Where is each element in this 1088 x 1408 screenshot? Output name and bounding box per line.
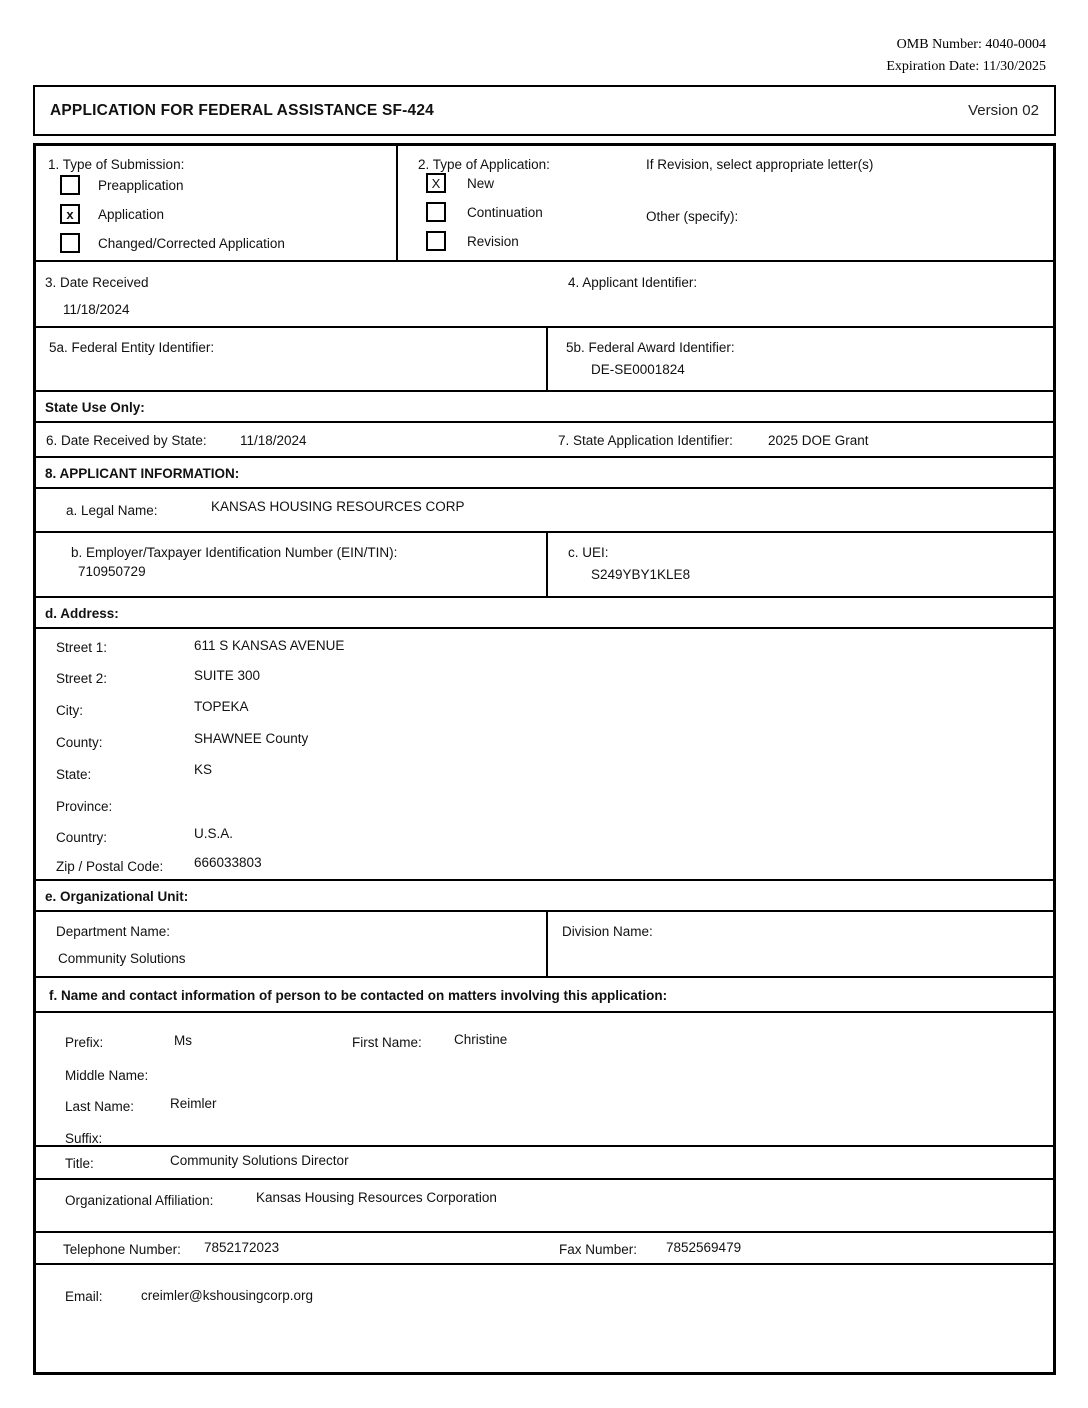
row-address-block [36, 627, 1053, 879]
continuation-checkbox[interactable] [426, 202, 446, 222]
row-contact-name-block [36, 1011, 1053, 1145]
state-application-identifier-value[interactable]: 2025 DOE Grant [768, 433, 869, 448]
row-type-of-submission-application [36, 146, 1053, 260]
prefix-value[interactable]: Ms [174, 1033, 192, 1048]
application-label: Application [98, 206, 165, 222]
form-version: Version 02 [968, 102, 1039, 119]
row-date-received-applicant-id [36, 260, 1053, 326]
legal-name-value[interactable]: KANSAS HOUSING RESOURCES CORP [211, 499, 465, 514]
omb-expiration-date: Expiration Date: 11/30/2025 [886, 59, 1046, 74]
city-label: City: [56, 703, 83, 718]
preapplication-label: Preapplication [98, 177, 184, 193]
row-federal-identifiers [36, 326, 1053, 390]
last-name-value[interactable]: Reimler [170, 1096, 217, 1111]
row-state-received-identifier [36, 421, 1053, 456]
type-of-submission-cell [36, 146, 398, 260]
org-unit-header: e. Organizational Unit: [45, 889, 189, 904]
date-received-by-state-value[interactable]: 11/18/2024 [240, 433, 307, 448]
revision-checkbox[interactable] [426, 231, 446, 251]
form-body [33, 143, 1056, 1375]
date-received-by-state-label: 6. Date Received by State: [46, 433, 207, 448]
first-name-value[interactable]: Christine [454, 1032, 508, 1047]
contact-title-label: Title: [65, 1156, 94, 1171]
omb-header [886, 34, 1046, 78]
street1-label: Street 1: [56, 640, 108, 655]
federal-award-identifier-label: 5b. Federal Award Identifier: [566, 340, 735, 355]
continuation-option[interactable] [426, 202, 543, 222]
preapplication-option[interactable] [60, 175, 184, 195]
type-of-submission-label: 1. Type of Submission: [48, 157, 185, 172]
last-name-label: Last Name: [65, 1099, 135, 1114]
ein-cell [36, 533, 548, 596]
continuation-label: Continuation [467, 204, 543, 220]
prefix-label: Prefix: [65, 1035, 104, 1050]
legal-name-label: a. Legal Name: [66, 503, 158, 518]
applicant-identifier-cell [548, 262, 1053, 326]
new-label: New [467, 175, 495, 191]
changed-corrected-checkbox[interactable] [60, 233, 80, 253]
telephone-label: Telephone Number: [63, 1242, 181, 1257]
country-value[interactable]: U.S.A. [194, 826, 234, 841]
street2-label: Street 2: [56, 671, 108, 686]
department-cell [36, 912, 548, 976]
federal-award-identifier-cell [548, 328, 1053, 390]
contact-header: f. Name and contact information of person to be contacted on matters involving this application: [49, 988, 668, 1003]
federal-entity-identifier-label: 5a. Federal Entity Identifier: [49, 340, 215, 355]
revision-note-label: If Revision, select appropriate letter(s) [646, 157, 874, 172]
federal-entity-identifier-cell [36, 328, 548, 390]
row-address-header [36, 596, 1053, 627]
date-received-cell [36, 262, 548, 326]
form-title: APPLICATION FOR FEDERAL ASSISTANCE SF-424 [50, 101, 434, 119]
state-value[interactable]: KS [194, 762, 213, 777]
row-contact-header [36, 976, 1053, 1011]
uei-label: c. UEI: [568, 545, 609, 560]
federal-award-identifier-value[interactable]: DE-SE0001824 [591, 362, 685, 377]
applicant-identifier-label: 4. Applicant Identifier: [568, 275, 698, 290]
division-cell [548, 912, 1053, 976]
county-value[interactable]: SHAWNEE County [194, 731, 309, 746]
address-header: d. Address: [45, 606, 119, 621]
new-option[interactable] [426, 173, 494, 193]
new-checkbox[interactable] [426, 173, 446, 193]
row-state-use-only [36, 390, 1053, 421]
row-phone-fax [36, 1231, 1053, 1263]
row-org-unit-header [36, 879, 1053, 910]
row-contact-title [36, 1145, 1053, 1178]
other-specify-label: Other (specify): [646, 209, 739, 224]
org-affiliation-label: Organizational Affiliation: [65, 1193, 214, 1208]
first-name-label: First Name: [352, 1035, 422, 1050]
fax-value[interactable]: 7852569479 [666, 1240, 742, 1255]
row-department-division [36, 910, 1053, 976]
suffix-label: Suffix: [65, 1131, 103, 1146]
department-name-value[interactable]: Community Solutions [58, 951, 186, 966]
row-legal-name [36, 487, 1053, 531]
telephone-value[interactable]: 7852172023 [204, 1240, 280, 1255]
country-label: Country: [56, 830, 108, 845]
fax-label: Fax Number: [559, 1242, 638, 1257]
ein-value[interactable]: 710950729 [78, 564, 146, 579]
street2-value[interactable]: SUITE 300 [194, 668, 261, 683]
state-label: State: [56, 767, 92, 782]
state-use-only-header: State Use Only: [45, 400, 145, 415]
row-org-affiliation [36, 1178, 1053, 1231]
date-received-label: 3. Date Received [45, 275, 149, 290]
revision-label: Revision [467, 233, 519, 249]
org-affiliation-value[interactable]: Kansas Housing Resources Corporation [256, 1190, 497, 1205]
type-of-application-cell [398, 146, 1053, 260]
street1-value[interactable]: 611 S KANSAS AVENUE [194, 638, 345, 653]
contact-title-value[interactable]: Community Solutions Director [170, 1153, 349, 1168]
middle-name-label: Middle Name: [65, 1068, 149, 1083]
application-checkbox[interactable] [60, 204, 80, 224]
row-email [36, 1263, 1053, 1372]
changed-corrected-label: Changed/Corrected Application [98, 235, 285, 251]
application-option[interactable] [60, 204, 164, 224]
type-of-application-label: 2. Type of Application: [418, 157, 550, 172]
row-ein-uei [36, 531, 1053, 596]
ein-label: b. Employer/Taxpayer Identification Number (EIN/TIN): [71, 545, 398, 560]
title-bar [33, 85, 1056, 136]
applicant-information-header: 8. APPLICANT INFORMATION: [45, 466, 240, 481]
row-applicant-information-header [36, 456, 1053, 487]
date-received-value[interactable]: 11/18/2024 [63, 302, 130, 317]
division-name-label: Division Name: [562, 924, 653, 939]
revision-option[interactable] [426, 231, 519, 251]
application-checkmark: x [66, 206, 74, 222]
uei-value[interactable]: S249YBY1KLE8 [591, 567, 691, 582]
state-application-identifier-label: 7. State Application Identifier: [558, 433, 733, 448]
omb-number: OMB Number: 4040-0004 [896, 37, 1046, 52]
new-checkmark: X [431, 175, 441, 191]
email-label: Email: [65, 1289, 103, 1304]
zip-label: Zip / Postal Code: [56, 859, 164, 874]
province-label: Province: [56, 799, 113, 814]
preapplication-checkbox[interactable] [60, 175, 80, 195]
zip-value[interactable]: 666033803 [194, 855, 262, 870]
county-label: County: [56, 735, 103, 750]
department-name-label: Department Name: [56, 924, 171, 939]
email-value[interactable]: creimler@kshousingcorp.org [141, 1288, 314, 1303]
city-value[interactable]: TOPEKA [194, 699, 249, 714]
uei-cell [548, 533, 1053, 596]
changed-corrected-option[interactable] [60, 233, 285, 253]
